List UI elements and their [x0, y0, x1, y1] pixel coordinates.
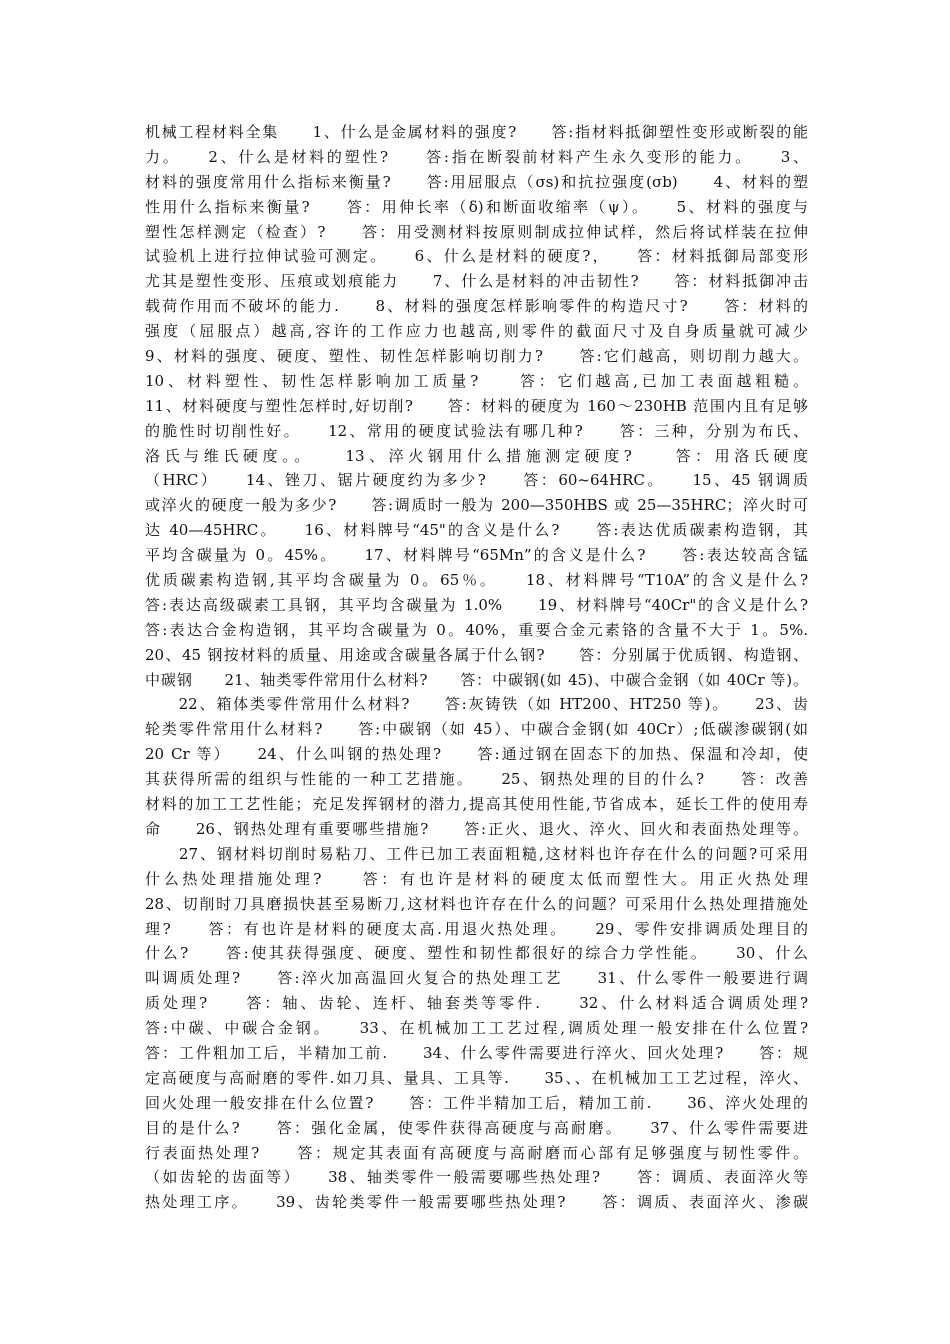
text-line: 9、材料的强度、硬度、塑性、韧性怎样影响切削力? 答:它们越高，则切削力越大。 — [145, 347, 808, 366]
text-line: 回火处理一般安排在什么位置? 答：工件半精加工后，精加工前. 36、淬火处理的 — [145, 1093, 808, 1112]
text-line: 塑性怎样测定（检查）? 答：用受测材料按原则制成拉伸试样，然后将试样装在拉伸 — [145, 222, 808, 241]
text-line: 材料的强度常用什么指标来衡量? 答:用屈服点（σs)和抗拉强度(σb) 4、材料的塑 — [145, 172, 808, 191]
text-line: （如齿轮的齿面等） 38、轴类零件一般需要哪些热处理? 答：调质、表面淬火等 — [145, 1168, 808, 1187]
text-line: 行表面热处理? 答：规定其表面有高硬度与高耐磨而心部有足够强度与韧性零件。 — [145, 1143, 808, 1162]
text-line: 优质碳素构造钢,其平均含碳量为 0。65％。 18、材料牌号“T10A”的含义是什么? — [145, 571, 808, 590]
text-line: 28、切削时刀具磨损快甚至易断刀,这材料也许存在什么的问题？可采用什么热处理措施处 — [145, 894, 808, 913]
text-line: 答:中碳、中碳合金钢。 33、在机械加工工艺过程,调质处理一般安排在什么位置? — [145, 1019, 808, 1038]
text-line: 定高硬度与高耐磨的零件.如刀具、量具、工具等. 35、、在机械加工工艺过程，淬火、 — [145, 1068, 808, 1087]
text-line: 答:表达高级碳素工具钢，其平均含碳量为 1.0% 19、材料牌号“40Cr"的含义是什么? — [145, 595, 808, 614]
text-line: 其获得所需的组织与性能的一种工艺措施。 25、钢热处理的目的什么? 答：改善 — [145, 770, 808, 789]
text-line: 20、45 钢按材料的质量、用途或含碳量各属于什么钢? 答：分别属于优质钢、构造钢、 — [145, 645, 808, 664]
text-line: 性用什么指标来衡量? 答：用伸长率（δ)和断面收缩率（ψ）。 5、材料的强度与 — [145, 197, 808, 216]
text-line: 试验机上进行拉伸试验可测定。 6、什么是材料的硬度?， 答：材料抵御局部变形 — [145, 247, 808, 266]
text-line: 平均含碳量为 0。45%。 17、材料牌号“65Mn”的含义是什么? 答:表达较高含锰 — [145, 546, 808, 565]
text-line: 答：工件粗加工后，半精加工前. 34、什么零件需要进行淬火、回火处理? 答：规 — [145, 1043, 808, 1062]
text-line: 10、材料塑性、韧性怎样影响加工质量? 答：它们越高,已加工表面越粗糙。 — [145, 371, 808, 390]
text-line: 什么热处理措施处理? 答：有也许是材料的硬度太低而塑性大。用正火热处理 — [145, 869, 808, 888]
text-line: 22、箱体类零件常用什么材料? 答:灰铸铁（如 HT200、HT250 等)。 23、齿 — [145, 695, 808, 714]
text-line: 材料的加工工艺性能；充足发挥钢材的潜力,提高其使用性能,节省成本，延长工件的使用寿 — [145, 795, 808, 814]
text-line: 达 40—45HRC。 16、材料牌号“45"的含义是什么? 答:表达优质碳素构造钢，其 — [145, 521, 808, 540]
text-line: 的脆性时切削性好。 12、常用的硬度试验法有哪几种? 答：三种，分别为布氏、 — [145, 421, 808, 440]
text-line: 叫调质处理? 答:淬火加高温回火复合的热处理工艺 31、什么零件一般要进行调 — [145, 969, 808, 988]
text-line: 11、材料硬度与塑性怎样时,好切削? 答：材料的硬度为 160～230HB 范围内且有足够 — [145, 396, 808, 415]
text-line: 强度（屈服点）越高,容许的工作应力也越高,则零件的截面尺寸及自身质量就可减少 — [145, 322, 808, 341]
text-line: 中碳钢 21、轴类零件常用什么材料? 答：中碳钢(如 45)、中碳合金钢（如 40Cr 等)。 — [145, 670, 808, 689]
text-line: 热处理工序。 39、齿轮类零件一般需要哪些热处理? 答：调质、表面淬火、渗碳 — [145, 1193, 808, 1212]
text-line: 尤其是塑性变形、压痕或划痕能力 7、什么是材料的冲击韧性? 答：材料抵御冲击 — [145, 272, 808, 291]
document-body — [145, 120, 808, 1215]
text-line: 载荷作用而不破坏的能力. 8、材料的强度怎样影响零件的构造尺寸? 答：材料的 — [145, 297, 808, 316]
text-line: （HRC） 14、锉刀、锯片硬度约为多少? 答：60~64HRC。 15、45 钢调质 — [145, 471, 808, 490]
text-line: 27、钢材料切削时易粘刀、工件已加工表面粗糙,这材料也许存在什么的问题?可采用 — [145, 844, 808, 863]
text-line: 理? 答：有也许是材料的硬度太高.用退火热处理。 29、零件安排调质处理目的 — [145, 919, 808, 938]
text-line: 命 26、钢热处理有重要哪些措施? 答:正火、退火、淬火、回火和表面热处理等。 — [145, 819, 808, 838]
text-line: 什么? 答:使其获得强度、硬度、塑性和韧性都很好的综合力学性能。 30、什么 — [145, 944, 808, 963]
text-line: 或淬火的硬度一般为多少? 答:调质时一般为 200—350HBS 或 25—35HRC；淬火时可 — [145, 496, 808, 515]
text-line: 机械工程材料全集 1、什么是金属材料的强度? 答:指材料抵御塑性变形或断裂的能 — [145, 123, 808, 141]
text-line: 目的是什么? 答：强化金属，使零件获得高硬度与高耐磨。 37、什么零件需要进 — [145, 1118, 808, 1137]
text-line: 洛氏与维氏硬度。。 13、淬火钢用什么措施测定硬度? 答：用洛氏硬度 — [145, 446, 808, 465]
text-line: 20 Cr 等） 24、什么叫钢的热处理? 答:通过钢在固态下的加热、保温和冷却，使 — [145, 745, 808, 764]
text-line: 质处理? 答：轴、齿轮、连杆、轴套类等零件. 32、什么材料适合调质处理? — [145, 994, 808, 1013]
text-line: 答:表达合金构造钢，其平均含碳量为 0。40%，重要合金元素铬的含量不大于 1。5%. — [145, 620, 808, 639]
text-line: 轮类零件常用什么材料? 答:中碳钢（如 45）、中碳合金钢(如 40Cr）;低碳渗碳钢(如 — [145, 720, 808, 739]
text-line: 力。 2、什么是材料的塑性? 答:指在断裂前材料产生永久变形的能力。 3、 — [145, 147, 808, 166]
